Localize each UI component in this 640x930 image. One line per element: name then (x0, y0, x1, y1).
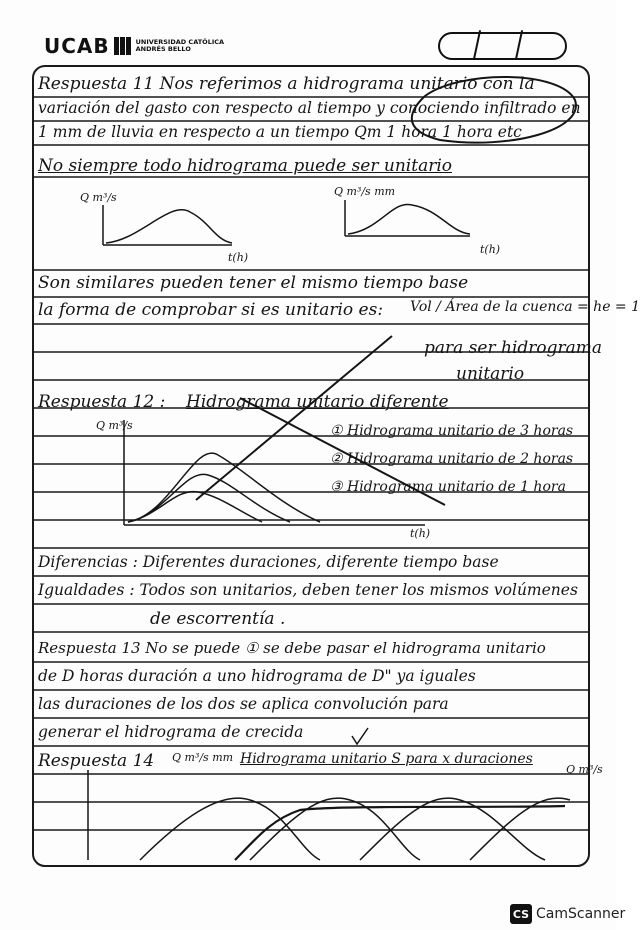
r13-line2: de D horas duración a uno hidrograma de D" ya iguales (38, 667, 476, 685)
r13-line4: generar el hidrograma de crecida (38, 723, 304, 741)
r11-axis-t1: t(h) (228, 251, 249, 264)
r11-line6: la forma de comprobar si es unitario es: (38, 300, 384, 320)
camscanner-label: CamScanner (536, 906, 626, 922)
r11-line1: Respuesta 11 Nos referimos a hidrograma unitario con la (38, 74, 535, 94)
camscanner-badge (510, 904, 625, 924)
r13-line3: las duraciones de los dos se aplica convolución para (38, 695, 449, 713)
r11-axis-q2: Q m³/s mm (334, 185, 396, 198)
r14-title: Respuesta 14 (38, 751, 155, 771)
r11-line4: No siempre todo hidrograma puede ser unitario (38, 156, 453, 176)
r12-subtitle: Hidrograma unitario diferente (186, 392, 449, 412)
r12-axis-t: t(h) (410, 527, 431, 540)
camscanner-icon: CS (510, 904, 532, 924)
r14-subtitle: Hidrograma unitario S para x duraciones (240, 751, 533, 767)
r11-line3: 1 mm de lluvia en respecto a un tiempo Qm 1 hora 1 hora etc (38, 123, 522, 141)
r14-axis-q-right: Q m³/s (566, 763, 603, 776)
logo-subtitle: UNIVERSIDAD CATÓLICA ANDRÉS BELLO (135, 38, 225, 53)
logo-word: UCAB (44, 34, 110, 58)
r12-title: Respuesta 12 : (38, 392, 166, 412)
r14-axis-q: Q m³/s mm (172, 751, 234, 764)
r11-formula: Vol / Área de la cuenca = he = 1 (410, 299, 640, 315)
r12-equal: Igualdades : Todos son unitarios, deben tener los mismos volúmenes (38, 581, 578, 599)
r12-axis-q: Q m³/s (96, 419, 133, 432)
r11-axis-t2: t(h) (480, 243, 501, 256)
r11-line8: unitario (456, 364, 525, 384)
r12-diff: Diferencias : Diferentes duraciones, diferente tiempo base (38, 553, 499, 571)
r12-legend2: ② Hidrograma unitario de 2 horas (330, 451, 574, 467)
r12-legend3: ③ Hidrograma unitario de 1 hora (330, 479, 566, 495)
r12-equal2: de escorrentía . (150, 609, 286, 629)
r12-legend1: ① Hidrograma unitario de 3 horas (330, 423, 574, 439)
r11-axis-q1: Q m³/s (80, 191, 117, 204)
r13-line1: Respuesta 13 No se puede ① se debe pasar el hidrograma unitario (38, 639, 546, 657)
r11-line2: variación del gasto con respecto al tiempo y conociendo infiltrado en (38, 99, 581, 117)
r11-line7: para ser hidrograma (424, 338, 603, 358)
r11-line5: Son similares pueden tener el mismo tiempo base (38, 273, 469, 293)
